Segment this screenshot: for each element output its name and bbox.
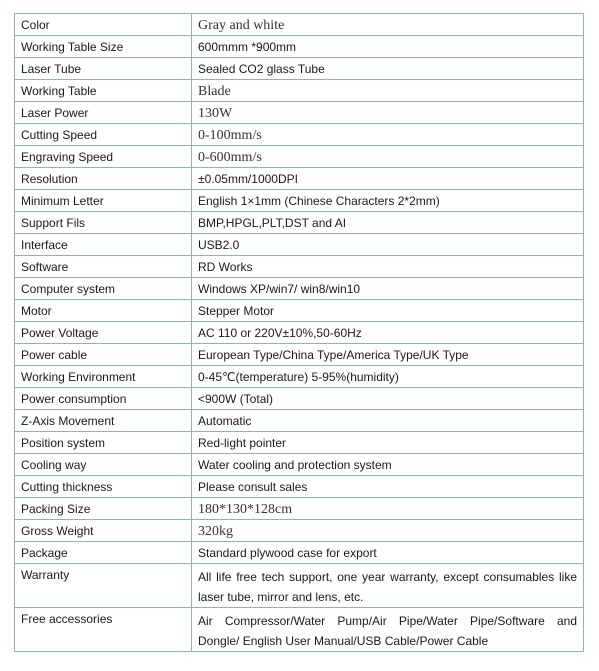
spec-value: European Type/China Type/America Type/UK Type	[192, 344, 584, 366]
spec-label: Working Environment	[15, 366, 192, 388]
spec-label: Power cable	[15, 344, 192, 366]
spec-table-body	[15, 14, 584, 652]
spec-value: Stepper Motor	[192, 300, 584, 322]
spec-value: Standard plywood case for export	[192, 542, 584, 564]
spec-row	[15, 168, 584, 190]
spec-row	[15, 14, 584, 36]
spec-row	[15, 58, 584, 80]
spec-row	[15, 476, 584, 498]
spec-label: Working Table Size	[15, 36, 192, 58]
spec-value: 600mmm *900mm	[192, 36, 584, 58]
spec-row	[15, 410, 584, 432]
spec-row	[15, 146, 584, 168]
spec-label: Position system	[15, 432, 192, 454]
spec-row	[15, 80, 584, 102]
spec-label: Cooling way	[15, 454, 192, 476]
spec-label: Z-Axis Movement	[15, 410, 192, 432]
spec-row	[15, 498, 584, 520]
spec-value: 0-45℃(temperature) 5-95%(humidity)	[192, 366, 584, 388]
spec-label: Color	[15, 14, 192, 36]
spec-row	[15, 234, 584, 256]
spec-value: Water cooling and protection system	[192, 454, 584, 476]
spec-label: Motor	[15, 300, 192, 322]
spec-row	[15, 278, 584, 300]
spec-label: Computer system	[15, 278, 192, 300]
spec-value: Red-light pointer	[192, 432, 584, 454]
spec-label: Laser Tube	[15, 58, 192, 80]
spec-value: ±0.05mm/1000DPI	[192, 168, 584, 190]
spec-value: AC 110 or 220V±10%,50-60Hz	[192, 322, 584, 344]
spec-label: Laser Power	[15, 102, 192, 124]
spec-row	[15, 520, 584, 542]
spec-value: 130W	[192, 102, 584, 124]
spec-value: 320kg	[192, 520, 584, 542]
spec-row	[15, 212, 584, 234]
spec-label: Working Table	[15, 80, 192, 102]
spec-label: Software	[15, 256, 192, 278]
spec-value: BMP,HPGL,PLT,DST and AI	[192, 212, 584, 234]
spec-row	[15, 300, 584, 322]
spec-value: All life free tech support, one year warranty, except consumables like laser tube, mirror and lens, etc.	[192, 564, 584, 608]
spec-row	[15, 432, 584, 454]
spec-row	[15, 190, 584, 212]
spec-value: Please consult sales	[192, 476, 584, 498]
spec-row	[15, 366, 584, 388]
spec-value: Blade	[192, 80, 584, 102]
spec-label: Minimum Letter	[15, 190, 192, 212]
spec-value: 0-600mm/s	[192, 146, 584, 168]
spec-row	[15, 344, 584, 366]
spec-row	[15, 608, 584, 652]
spec-row	[15, 256, 584, 278]
spec-label: Cutting Speed	[15, 124, 192, 146]
spec-value: Air Compressor/Water Pump/Air Pipe/Water Pipe/Software and Dongle/ English User Manual/USB Cable/Power Cable	[192, 608, 584, 652]
spec-value: <900W (Total)	[192, 388, 584, 410]
spec-value: English 1×1mm (Chinese Characters 2*2mm)	[192, 190, 584, 212]
spec-label: Cutting thickness	[15, 476, 192, 498]
spec-label: Interface	[15, 234, 192, 256]
spec-row	[15, 542, 584, 564]
spec-value: Windows XP/win7/ win8/win10	[192, 278, 584, 300]
spec-value: Sealed CO2 glass Tube	[192, 58, 584, 80]
spec-label: Engraving Speed	[15, 146, 192, 168]
spec-row	[15, 36, 584, 58]
spec-row	[15, 322, 584, 344]
spec-row	[15, 102, 584, 124]
spec-label: Free accessories	[15, 608, 192, 652]
spec-value: 0-100mm/s	[192, 124, 584, 146]
spec-value: Automatic	[192, 410, 584, 432]
spec-value: USB2.0	[192, 234, 584, 256]
spec-row	[15, 454, 584, 476]
spec-label: Warranty	[15, 564, 192, 608]
spec-table	[14, 13, 584, 652]
spec-label: Gross Weight	[15, 520, 192, 542]
spec-value: Gray and white	[192, 14, 584, 36]
spec-label: Resolution	[15, 168, 192, 190]
spec-label: Package	[15, 542, 192, 564]
spec-label: Power Voltage	[15, 322, 192, 344]
spec-label: Packing Size	[15, 498, 192, 520]
spec-value: 180*130*128cm	[192, 498, 584, 520]
spec-label: Support Fils	[15, 212, 192, 234]
spec-label: Power consumption	[15, 388, 192, 410]
spec-row	[15, 564, 584, 608]
spec-row	[15, 124, 584, 146]
spec-value: RD Works	[192, 256, 584, 278]
spec-row	[15, 388, 584, 410]
